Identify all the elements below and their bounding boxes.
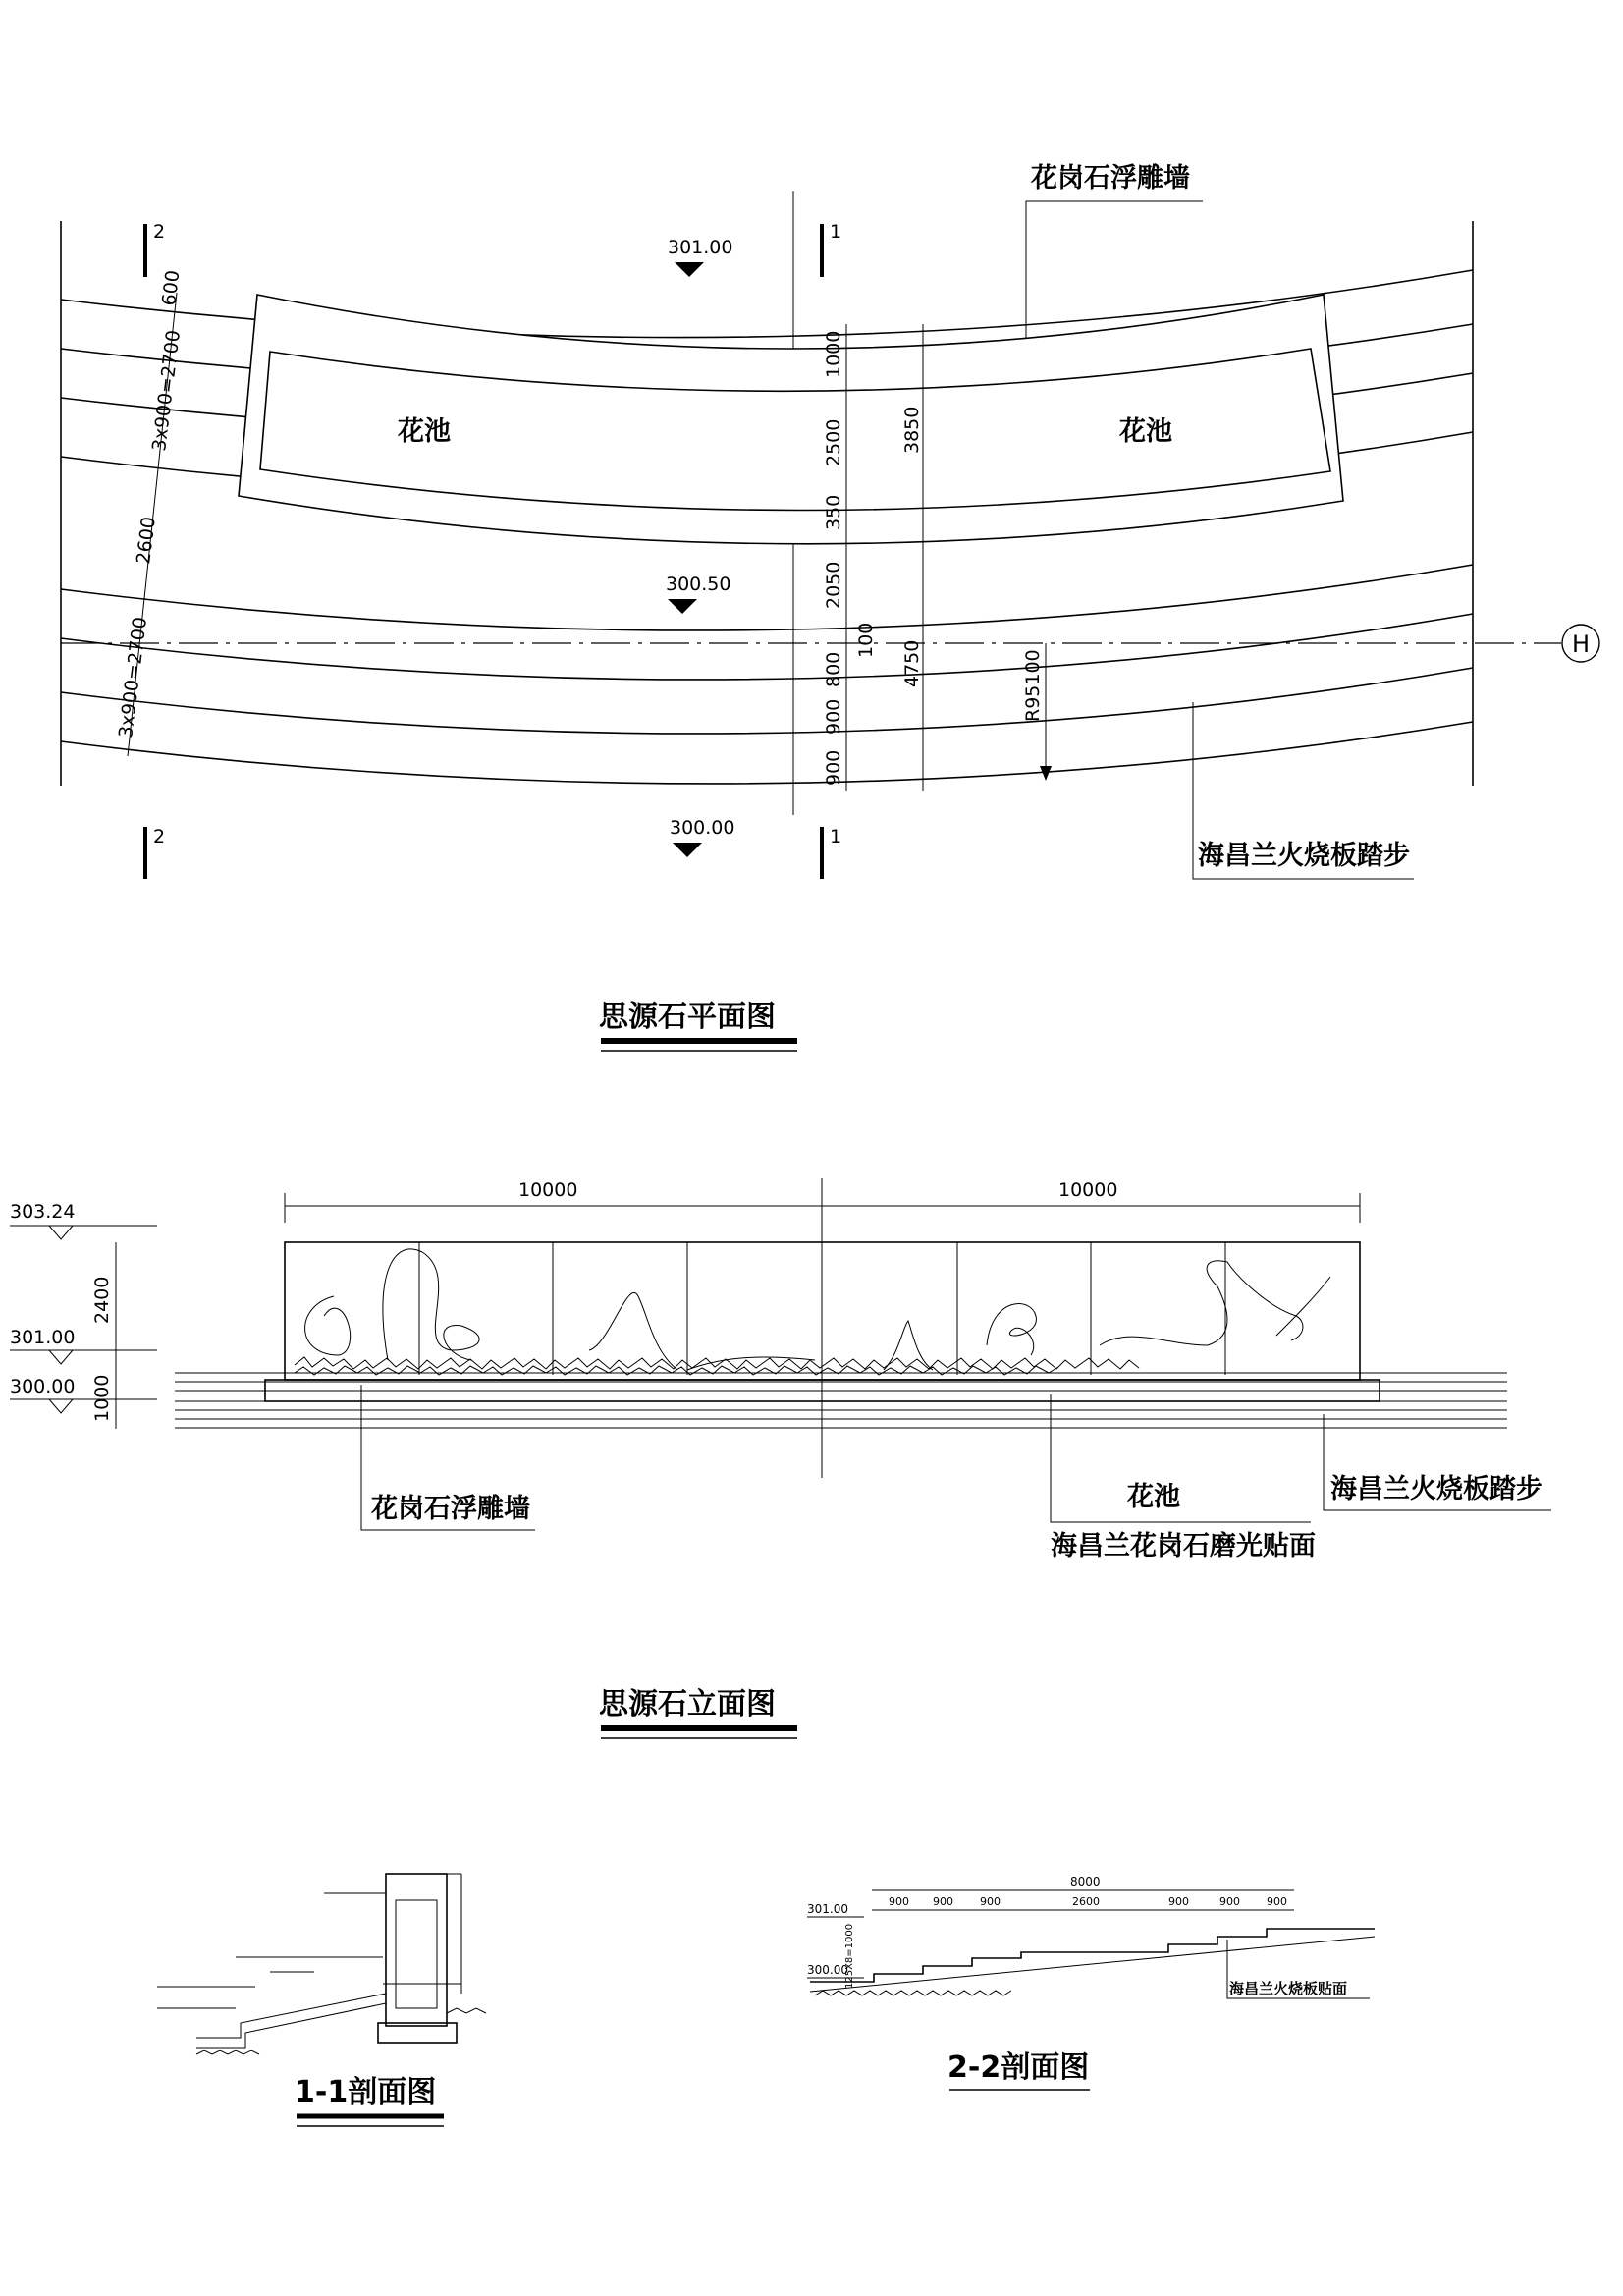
section22-dim-1: 900	[889, 1895, 909, 1908]
section-2-2	[807, 1875, 1375, 2090]
wall-panel-joints	[419, 1178, 1225, 1478]
section22-dim-3: 900	[980, 1895, 1001, 1908]
section22-title: 2-2剖面图	[947, 2050, 1090, 2085]
plan-radius: R95100	[1022, 649, 1044, 722]
plan-dim-left-3: 2600	[133, 515, 160, 566]
plan-dim-total-2: 4750	[901, 639, 923, 687]
plan-dim-right-6: 800	[823, 651, 844, 687]
elev-plan-mid: 300.50	[666, 574, 731, 595]
relief-carving	[305, 1249, 1330, 1370]
elev-pool-leader	[1051, 1394, 1311, 1522]
section22-finish: 海昌兰火烧板贴面	[1229, 1980, 1348, 1997]
section22-dim-7: 900	[1267, 1895, 1287, 1908]
section11-wall-core	[396, 1900, 437, 2008]
elev-plan-top: 301.00	[668, 237, 733, 258]
elevation-view	[10, 1178, 1551, 1738]
elev-width-left: 10000	[518, 1179, 578, 1201]
elev-marker-plan-mid	[668, 599, 697, 614]
wall-label-plan: 花岗石浮雕墙	[1031, 163, 1190, 193]
plan-radius-arrowhead	[1040, 766, 1052, 781]
section11-title: 1-1剖面图	[295, 2075, 437, 2109]
section22-dim-5: 900	[1168, 1895, 1189, 1908]
plan-dim-left-4: 3x900=2700	[115, 615, 152, 739]
elev-bottom-marker	[49, 1399, 73, 1413]
elev-top-marker	[49, 1226, 73, 1239]
section11-wall	[386, 1874, 447, 2026]
section-1-1	[157, 1874, 486, 2126]
elev-wall-label: 花岗石浮雕墙	[371, 1494, 530, 1524]
section22-dim-4: 2600	[1072, 1895, 1100, 1908]
plan-dim-right-8: 900	[823, 749, 844, 786]
section11-slope	[196, 1994, 386, 2038]
section22-elev-bottom: 300.00	[807, 1963, 848, 1977]
plan-dim-right-5: 100	[855, 622, 877, 658]
elev-width-right: 10000	[1058, 1179, 1118, 1201]
section-mark-1-top-label: 1	[830, 221, 842, 243]
section22-elev-top: 301.00	[807, 1902, 848, 1916]
steps-label-plan: 海昌兰火烧板踏步	[1198, 841, 1410, 871]
elev-marker-plan-top	[675, 262, 704, 277]
plan-dim-right-2: 2500	[823, 418, 844, 466]
elev-mid-marker	[49, 1350, 73, 1364]
elev-plan-bottom: 300.00	[670, 817, 735, 839]
section-mark-1-bottom-label: 1	[830, 826, 842, 847]
section22-dim-2: 900	[933, 1895, 953, 1908]
plan-dim-total-1: 3850	[901, 406, 923, 454]
plan-dim-right-4: 2050	[823, 561, 844, 609]
elev-mid-level: 301.00	[10, 1327, 76, 1348]
elevation-title: 思源石立面图	[599, 1687, 776, 1722]
planting-band	[295, 1357, 1139, 1375]
axis-label: H	[1571, 630, 1591, 658]
elev-bottom-level: 300.00	[10, 1376, 76, 1397]
elev-dim-lower: 1000	[91, 1374, 113, 1422]
section-mark-2-top-label: 2	[153, 221, 166, 243]
section22-total: 8000	[1070, 1875, 1101, 1888]
elev-pool-finish: 海昌兰花岗石磨光贴面	[1051, 1531, 1316, 1561]
elev-top-level: 303.24	[10, 1201, 76, 1223]
section11-slope-base	[196, 2003, 386, 2048]
section22-ground-hatch	[815, 1991, 1011, 1995]
pool-label-left: 花池	[398, 416, 451, 447]
plan-dim-left-1: 600	[158, 268, 185, 307]
elev-marker-plan-bottom	[673, 843, 702, 857]
section-mark-2-bottom-label: 2	[153, 826, 166, 847]
step-lines-elevation	[175, 1373, 1507, 1428]
plan-dim-right-7: 900	[823, 698, 844, 735]
section22-riser: 125X8=1000	[844, 1923, 855, 1989]
plan-dim-right-3: 350	[823, 494, 844, 530]
plan-view	[61, 162, 1599, 1051]
elev-steps-label: 海昌兰火烧板踏步	[1330, 1474, 1542, 1504]
elev-dim-upper: 2400	[91, 1276, 113, 1324]
plan-dim-left-2: 3x900=2700	[148, 328, 186, 453]
section22-dim-6: 900	[1219, 1895, 1240, 1908]
elev-pool-label: 花池	[1127, 1482, 1180, 1512]
section22-step-profile	[810, 1929, 1375, 1982]
plan-dim-right-1: 1000	[823, 330, 844, 378]
pool-label-right: 花池	[1119, 416, 1172, 447]
plan-title: 思源石平面图	[599, 1000, 776, 1034]
